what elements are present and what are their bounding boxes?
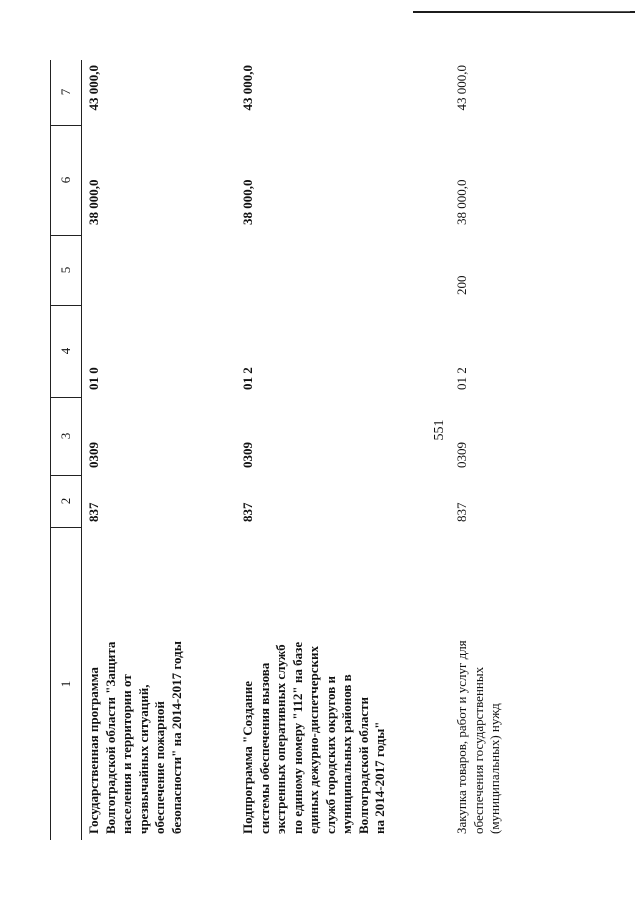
row-col6: 38 000,0 [86, 179, 101, 225]
row-name-line: населения и территории от [119, 674, 134, 834]
row-name-line: обеспечение пожарной [152, 701, 167, 834]
table-header [50, 60, 82, 840]
row-col3: 0309 [240, 442, 255, 468]
row-name [86, 559, 185, 834]
row-name-line: Волгоградской области "Защита [102, 641, 118, 834]
row-name-line: безопасности" на 2014-2017 годы [168, 641, 184, 834]
row-name-line: единых дежурно-диспетчерских [306, 646, 321, 834]
row-name-line: Подпрограмма "Создание [240, 681, 255, 834]
row-col7: 43 000,0 [454, 65, 469, 111]
row-name-line: на 2014-2017 годы" [372, 721, 387, 834]
row-name-line: служб городских округов и [322, 676, 338, 834]
header-col-7: 7 [51, 59, 81, 126]
row-col6: 38 000,0 [454, 179, 469, 225]
header-col-2: 2 [51, 475, 81, 528]
row-name [240, 559, 389, 834]
header-col-5: 5 [51, 235, 81, 306]
row-col3: 0309 [86, 442, 101, 468]
row-col3: 0309 [454, 442, 469, 468]
page-number: 551 [432, 419, 447, 441]
row-name-line: чрезвычайных ситуаций, [135, 684, 151, 834]
row-name-line: (муниципальных) нужд [487, 703, 502, 834]
row-col2: 837 [86, 502, 101, 522]
row-name-line: Волгоградской области [355, 696, 371, 834]
row-name-line: Закупка товаров, работ и услуг для [454, 640, 469, 834]
row-name-line: по единому номеру "112" на базе [289, 641, 305, 834]
header-col-3: 3 [51, 397, 81, 476]
row-col4: 01 2 [454, 367, 469, 390]
row-col7: 43 000,0 [86, 65, 101, 111]
row-col2: 837 [240, 502, 255, 522]
header-col-1: 1 [58, 680, 73, 688]
row-name-line: обеспечения государственных [470, 666, 486, 834]
row-col6: 38 000,0 [240, 179, 255, 225]
row-name-line: муниципальных районов в [339, 674, 354, 834]
row-name-line: системы обеспечения вызова [256, 662, 272, 834]
row-col5: 200 [454, 275, 469, 295]
rotated-table [50, 60, 595, 840]
top-rule-secondary [530, 11, 630, 12]
row-col4: 01 2 [240, 367, 255, 390]
header-col-6: 6 [51, 125, 81, 236]
row-col2: 837 [454, 502, 469, 522]
row-name-line: Государственная программа [86, 667, 101, 834]
row-col7: 43 000,0 [240, 65, 255, 111]
row-name [454, 559, 504, 834]
row-name-line: экстренных оперативных служб [273, 644, 288, 834]
row-col4: 01 0 [86, 367, 101, 390]
header-col-4: 4 [51, 305, 81, 398]
